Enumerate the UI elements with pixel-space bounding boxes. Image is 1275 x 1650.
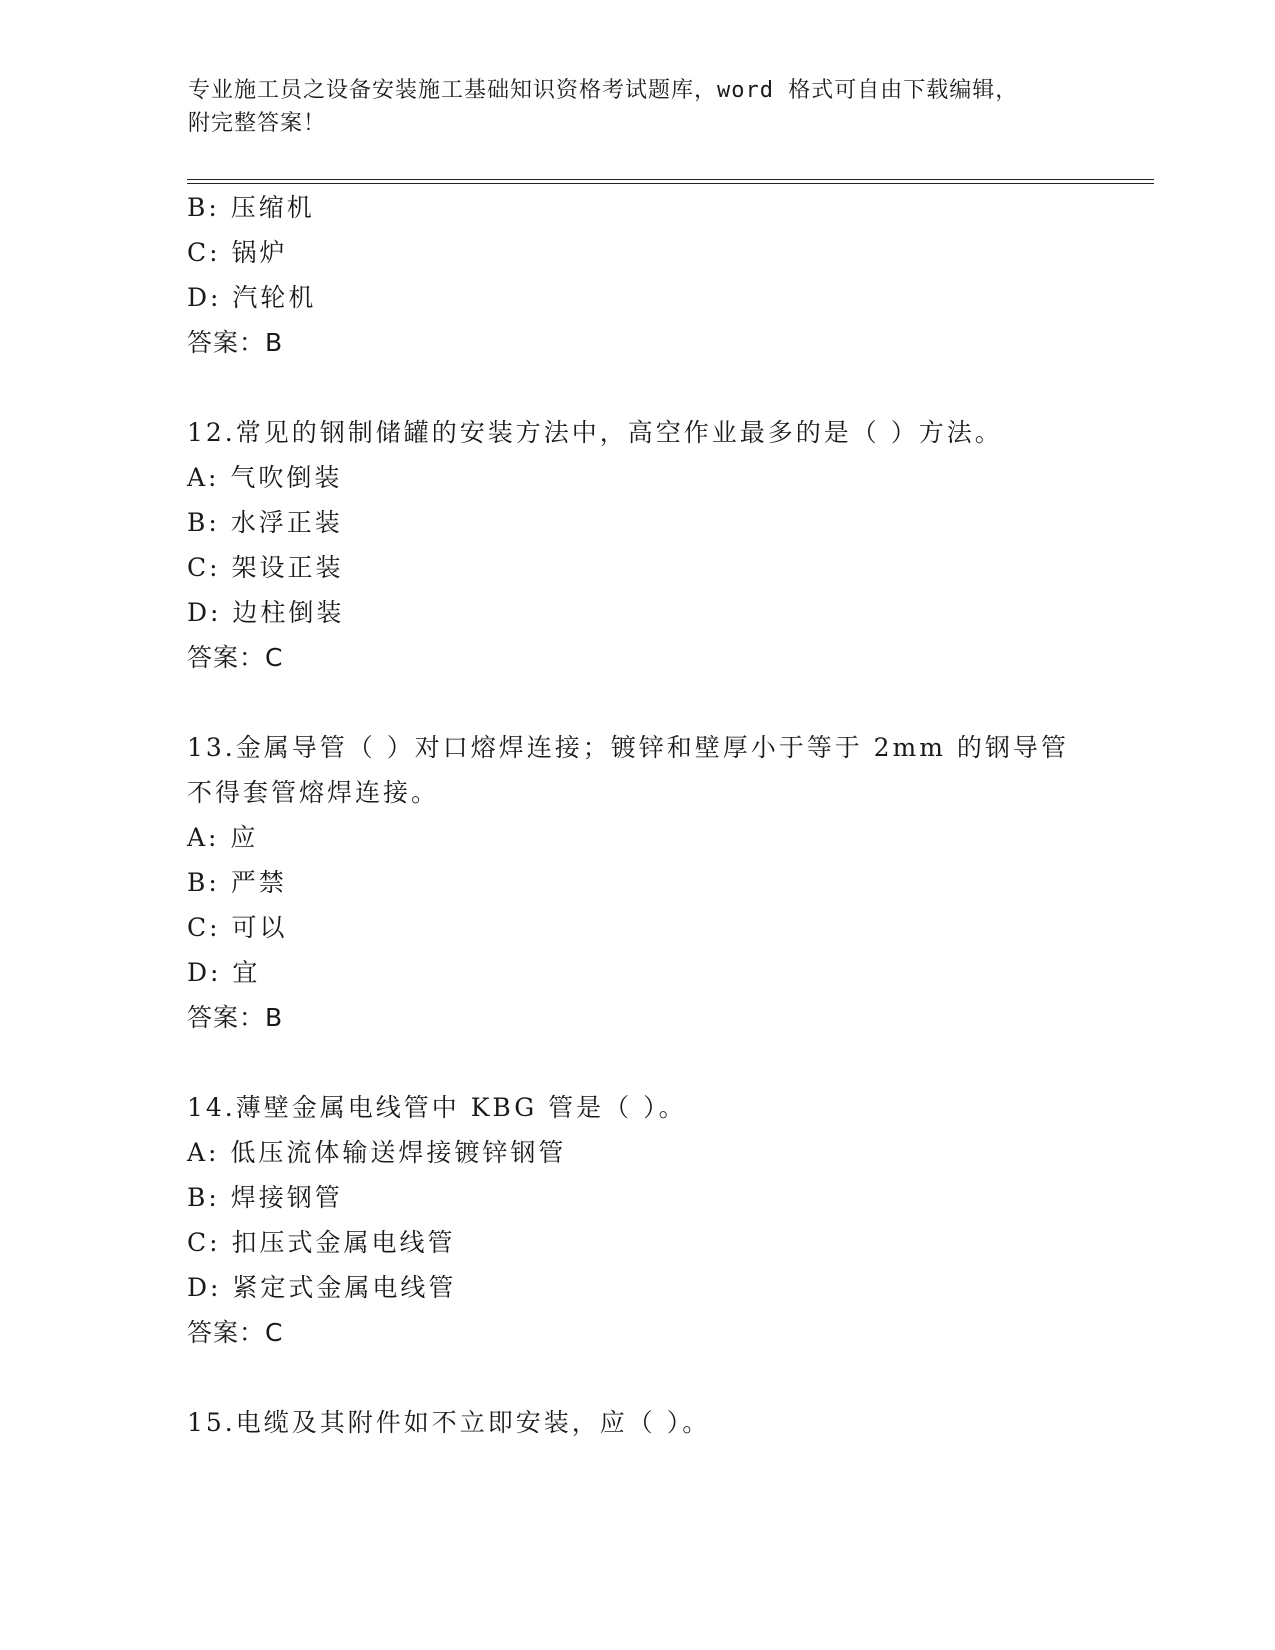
q13-option-d: D: 宜: [187, 958, 261, 987]
q12-option-a: A: 气吹倒装: [187, 463, 343, 492]
q12-option-c: C: 架设正装: [187, 553, 344, 582]
q14-option-a: A: 低压流体输送焊接镀锌钢管: [187, 1138, 567, 1167]
q13-answer: 答案：B: [187, 1003, 284, 1032]
q12-question: 12.常见的钢制储罐的安装方法中，高空作业最多的是（ ）方法。: [187, 418, 1003, 447]
q14-option-c: C: 扣压式金属电线管: [187, 1228, 456, 1257]
q13-question-line-2: 不得套管熔焊连接。: [187, 778, 440, 807]
q12-option-b: B: 水浮正装: [187, 508, 343, 537]
q12-option-d: D: 边柱倒装: [187, 598, 345, 627]
q11-option-b: B: 压缩机: [187, 193, 315, 222]
q13-option-b: B: 严禁: [187, 868, 287, 897]
q13-question-line-1: 13.金属导管（ ）对口熔焊连接；镀锌和壁厚小于等于 2mm 的钢导管: [187, 733, 1069, 762]
q11-answer: 答案：B: [187, 328, 284, 357]
q11-option-c: C: 锅炉: [187, 238, 288, 267]
header-line-1: 专业施工员之设备安装施工基础知识资格考试题库，word 格式可自由下载编辑，: [188, 78, 1019, 103]
q11-option-d: D: 汽轮机: [187, 283, 317, 312]
header-divider: [187, 179, 1154, 184]
document-header: [188, 74, 1068, 140]
q14-question: 14.薄壁金属电线管中 KBG 管是（ ）。: [187, 1093, 687, 1122]
q12-answer: 答案：C: [187, 643, 284, 672]
q13-option-a: A: 应: [187, 823, 259, 852]
q14-option-b: B: 焊接钢管: [187, 1183, 343, 1212]
header-line-2: 附完整答案！: [188, 111, 327, 136]
q14-answer: 答案：C: [187, 1318, 284, 1347]
q13-option-c: C: 可以: [187, 913, 288, 942]
q15-question: 15.电缆及其附件如不立即安装，应（ ）。: [187, 1408, 711, 1437]
q14-option-d: D: 紧定式金属电线管: [187, 1273, 457, 1302]
